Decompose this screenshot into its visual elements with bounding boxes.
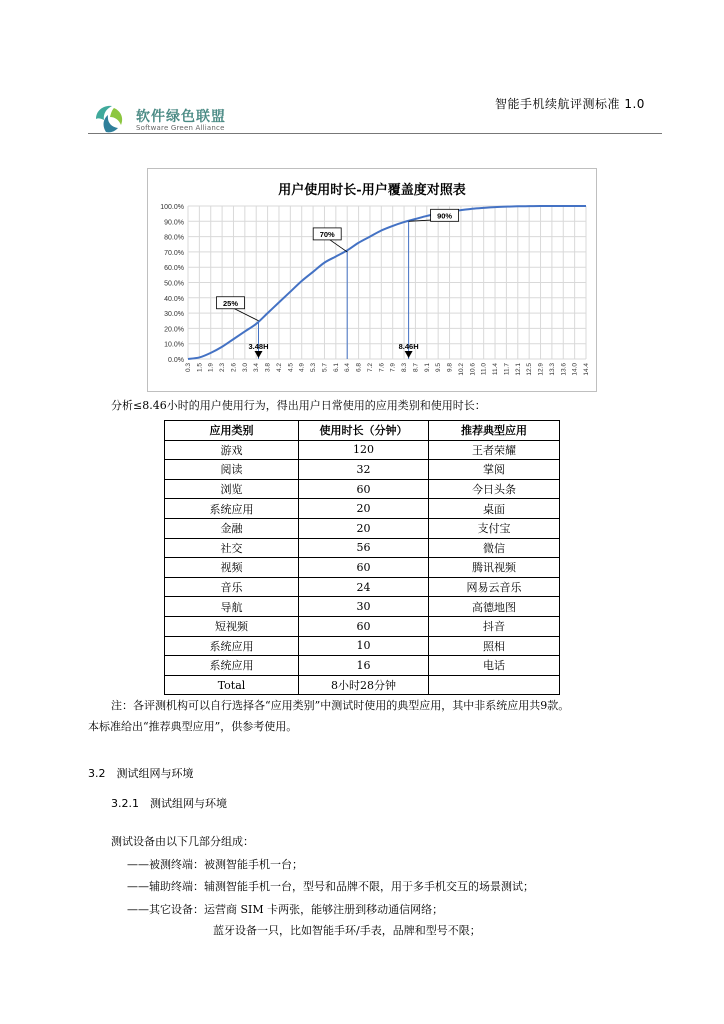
table-header-row [165, 421, 560, 441]
table-row [165, 616, 560, 636]
x-tick-label: 11.0 [480, 363, 488, 376]
cell-category: 系统应用 [165, 656, 299, 676]
x-tick-label: 8.3 [401, 363, 409, 373]
x-tick-label: 11.7 [503, 363, 511, 376]
header-duration: 使用时长（分钟） [299, 421, 429, 441]
analysis-text: 分析≤8.46小时的用户使用行为，得出用户日常使用的应用类别和使用时长： [111, 399, 486, 412]
cell-recommended-app: 抖音 [429, 616, 560, 636]
y-tick-label: 100.0% [160, 204, 184, 211]
y-tick-label: 90.0% [164, 219, 184, 227]
x-tick-label: 3.4 [253, 363, 261, 373]
alliance-logo [92, 102, 126, 136]
cell-recommended-app: 掌阅 [429, 460, 560, 480]
device-item-aux: ——辅助终端：辅测智能手机一台，型号和品牌不限，用于多手机交互的场景测试； [127, 880, 534, 893]
table-row [165, 577, 560, 597]
cell-category: 导航 [165, 597, 299, 617]
cell-category: 音乐 [165, 577, 299, 597]
cell-category: 阅读 [165, 460, 299, 480]
y-tick-label: 60.0% [164, 265, 184, 273]
cell-duration: 20 [299, 499, 429, 519]
marker-label: 8.46H [398, 342, 419, 351]
marker-triangle [405, 351, 413, 358]
y-tick-label: 30.0% [164, 311, 184, 319]
cell-category: 浏览 [165, 479, 299, 499]
x-tick-label: 12.9 [537, 363, 545, 376]
x-tick-label: 6.4 [344, 363, 352, 373]
logo-name: 软件绿色联盟 [136, 109, 226, 125]
y-tick-label: 40.0% [164, 295, 184, 303]
chart-title: 用户使用时长-用户覆盖度对照表 [278, 183, 466, 198]
cell-duration: 20 [299, 518, 429, 538]
x-tick-label: 13.6 [560, 363, 568, 376]
coverage-chart [147, 168, 597, 392]
x-tick-label: 4.5 [287, 363, 295, 373]
annotation-label: 25% [222, 298, 239, 308]
note-line-2: 本标准给出“推荐典型应用”，供参考使用。 [88, 720, 298, 733]
cell-category: 金融 [165, 518, 299, 538]
table-row [165, 558, 560, 578]
x-tick-label: 2.3 [219, 363, 227, 373]
y-tick-label: 70.0% [164, 249, 184, 257]
x-tick-label: 3.0 [241, 363, 249, 373]
y-tick-label: 10.0% [164, 341, 184, 349]
annotation-label: 70% [319, 229, 335, 239]
cell-category: Total [165, 675, 299, 695]
x-tick-label: 7.2 [366, 363, 374, 373]
cell-recommended-app: 照相 [429, 636, 560, 656]
cell-duration: 60 [299, 479, 429, 499]
x-tick-label: 0.3 [185, 363, 192, 373]
y-tick-label: 0.0% [168, 357, 184, 364]
devices-intro: 测试设备由以下几部分组成： [111, 835, 254, 848]
x-tick-label: 1.5 [196, 363, 204, 373]
x-tick-label: 7.9 [389, 363, 397, 373]
x-tick-label: 2.6 [230, 363, 238, 373]
x-tick-label: 5.3 [310, 363, 318, 373]
cell-recommended-app: 网易云音乐 [429, 577, 560, 597]
annotation-label: 90% [437, 211, 453, 221]
x-tick-label: 9.1 [423, 363, 431, 373]
table-row [165, 440, 560, 460]
x-tick-label: 4.9 [298, 363, 306, 373]
x-tick-label: 4.2 [275, 363, 283, 373]
x-tick-label: 3.8 [264, 363, 272, 373]
x-tick-label: 10.2 [457, 363, 465, 376]
table-row [165, 675, 560, 695]
cell-duration: 120 [299, 440, 429, 460]
cell-recommended-app: 腾讯视频 [429, 558, 560, 578]
table-row [165, 479, 560, 499]
cell-category: 短视频 [165, 616, 299, 636]
cell-recommended-app: 微信 [429, 538, 560, 558]
device-item-dut: ——被测终端：被测智能手机一台； [127, 858, 303, 871]
cell-recommended-app [429, 675, 560, 695]
x-tick-label: 12.5 [526, 363, 534, 376]
app-usage-table [164, 420, 560, 695]
x-tick-label: 8.7 [412, 363, 420, 373]
cell-category: 游戏 [165, 440, 299, 460]
table-row [165, 538, 560, 558]
y-tick-label: 20.0% [164, 326, 184, 334]
chart-plot [148, 169, 596, 391]
cell-category: 社交 [165, 538, 299, 558]
x-tick-label: 6.8 [355, 363, 363, 373]
table-row [165, 460, 560, 480]
device-item-bluetooth: 蓝牙设备一只，比如智能手环/手表，品牌和型号不限； [213, 924, 481, 937]
marker-triangle [255, 351, 263, 358]
cell-category: 系统应用 [165, 636, 299, 656]
cell-duration: 16 [299, 656, 429, 676]
cell-duration: 60 [299, 558, 429, 578]
x-tick-label: 14.0 [571, 363, 579, 376]
cell-recommended-app: 电话 [429, 656, 560, 676]
x-tick-label: 13.3 [548, 363, 556, 376]
table-row [165, 636, 560, 656]
x-tick-label: 9.8 [446, 363, 454, 373]
x-tick-label: 6.1 [332, 363, 340, 373]
marker-label: 3.48H [248, 342, 269, 351]
table-row [165, 656, 560, 676]
section-3-2-1-heading: 3.2.1 测试组网与环境 [111, 797, 227, 810]
logo-subtitle: Software Green Alliance [136, 124, 225, 132]
cell-recommended-app: 王者荣耀 [429, 440, 560, 460]
cell-recommended-app: 今日头条 [429, 479, 560, 499]
x-tick-label: 14.4 [583, 363, 590, 376]
table-row [165, 518, 560, 538]
cell-category: 系统应用 [165, 499, 299, 519]
header-divider [88, 133, 662, 134]
cell-duration: 24 [299, 577, 429, 597]
y-tick-label: 80.0% [164, 234, 184, 242]
cell-duration: 8小时28分钟 [299, 675, 429, 695]
device-item-other: ——其它设备：运营商 SIM 卡两张，能够注册到移动通信网络； [127, 903, 444, 916]
x-tick-label: 9.5 [435, 363, 443, 373]
cell-duration: 60 [299, 616, 429, 636]
table-body [165, 440, 560, 695]
cell-recommended-app: 桌面 [429, 499, 560, 519]
note-line-1: 注：各评测机构可以自行选择各“应用类别”中测试时使用的典型应用，其中非系统应用共9款。 [111, 699, 570, 712]
x-tick-label: 7.6 [378, 363, 386, 373]
x-tick-label: 12.1 [514, 363, 522, 376]
cell-duration: 56 [299, 538, 429, 558]
cell-duration: 10 [299, 636, 429, 656]
table-row [165, 597, 560, 617]
x-tick-label: 1.9 [207, 363, 215, 373]
y-tick-label: 50.0% [164, 280, 184, 288]
cell-category: 视频 [165, 558, 299, 578]
cell-recommended-app: 高德地图 [429, 597, 560, 617]
section-3-2-heading: 3.2 测试组网与环境 [88, 767, 194, 780]
x-tick-label: 11.4 [492, 363, 500, 376]
cell-duration: 32 [299, 460, 429, 480]
header-category: 应用类别 [165, 421, 299, 441]
table-row [165, 499, 560, 519]
header-recommended-app: 推荐典型应用 [429, 421, 560, 441]
cell-recommended-app: 支付宝 [429, 518, 560, 538]
cell-duration: 30 [299, 597, 429, 617]
document-title: 智能手机续航评测标准 1.0 [495, 97, 645, 111]
x-tick-label: 5.7 [321, 363, 329, 373]
x-tick-label: 10.6 [469, 363, 477, 376]
